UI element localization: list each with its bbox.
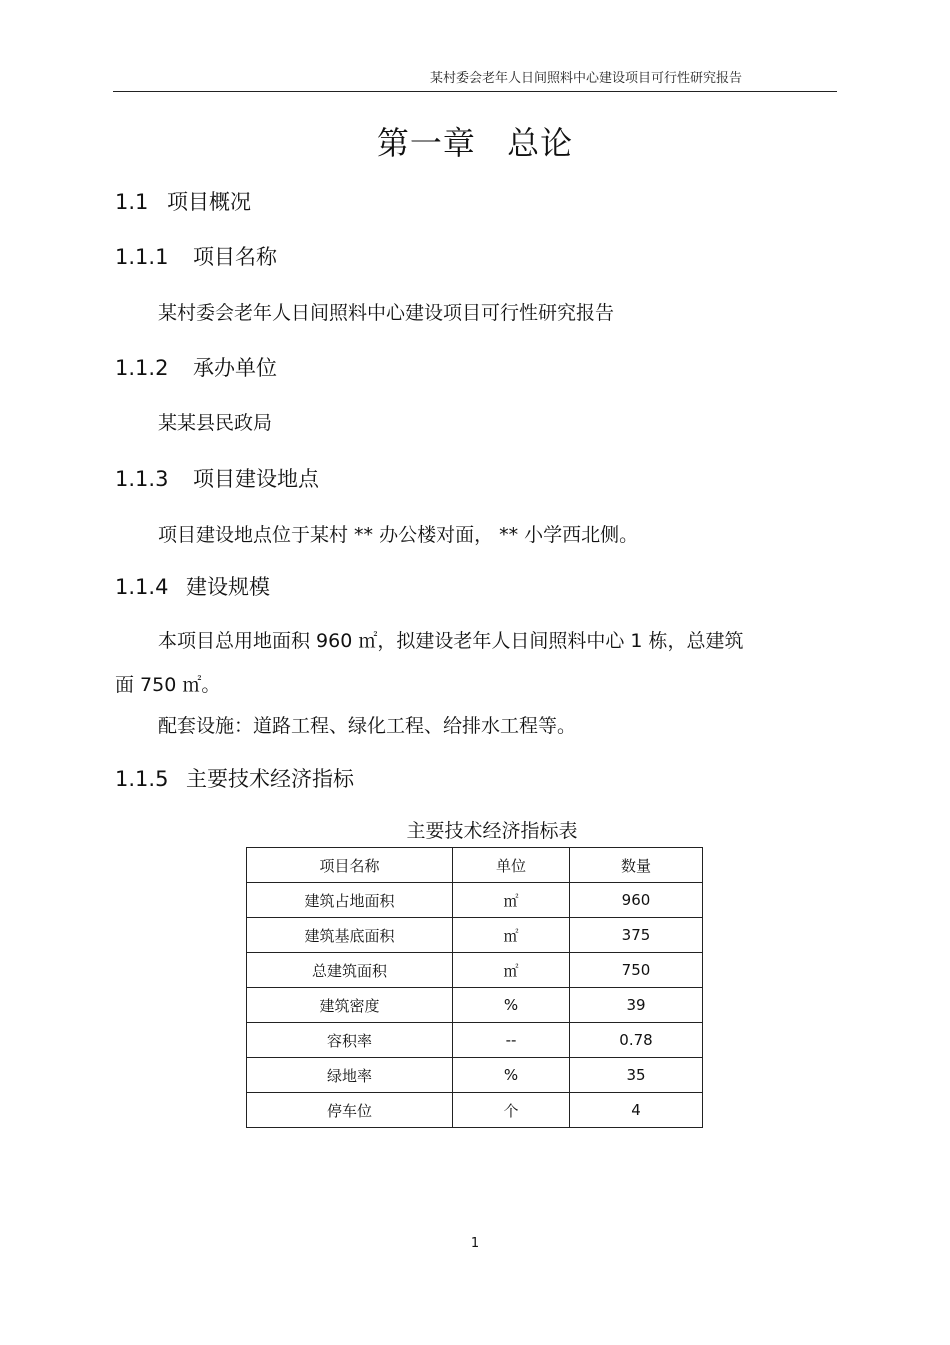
cell-quantity: 35 <box>570 1058 703 1093</box>
section-heading-1-1-4 <box>115 571 270 601</box>
scale-text-line-1: 本项目总用地面积 960 ㎡，拟建设老年人日间照料中心 1 栋，总建筑 <box>158 630 744 652</box>
scale-text-line-2: 面 750 ㎡。 <box>115 674 221 696</box>
table-row <box>247 1023 703 1058</box>
page-number: 1 <box>470 1236 480 1251</box>
section-number: 1.1 <box>115 190 149 214</box>
chapter-title: 第一章 总论 <box>376 124 574 162</box>
cell-quantity: 39 <box>570 988 703 1023</box>
table-caption: 主要技术经济指标表 <box>406 820 578 842</box>
table-header-row <box>247 848 703 883</box>
section-heading-1-1-3 <box>115 463 319 493</box>
cell-quantity: 960 <box>570 883 703 918</box>
section-title: 项目概况 <box>167 190 251 214</box>
cell-item: 建筑密度 <box>247 988 453 1023</box>
cell-unit: 个 <box>453 1093 570 1128</box>
cell-quantity: 4 <box>570 1093 703 1128</box>
running-header: 某村委会老年人日间照料中心建设项目可行性研究报告 <box>430 71 743 86</box>
section-number: 1.1.4 <box>115 575 169 599</box>
table-row <box>247 918 703 953</box>
cell-unit: % <box>453 988 570 1023</box>
header-divider <box>113 91 837 92</box>
cell-unit: ㎡ <box>453 918 570 953</box>
cell-unit: ㎡ <box>453 953 570 988</box>
table-row <box>247 953 703 988</box>
cell-item: 建筑基底面积 <box>247 918 453 953</box>
organizer-text: 某某县民政局 <box>158 412 273 434</box>
table-row <box>247 1058 703 1093</box>
cell-item: 绿地率 <box>247 1058 453 1093</box>
cell-unit: ㎡ <box>453 883 570 918</box>
section-number: 1.1.2 <box>115 356 169 380</box>
cell-unit: -- <box>453 1023 570 1058</box>
section-title: 主要技术经济指标 <box>186 767 354 791</box>
cell-quantity: 0.78 <box>570 1023 703 1058</box>
cell-quantity: 750 <box>570 953 703 988</box>
section-title: 项目名称 <box>193 245 277 269</box>
section-heading-1-1-5 <box>115 763 354 793</box>
column-header-unit: 单位 <box>453 848 570 883</box>
section-heading-1-1-2 <box>115 352 277 382</box>
section-heading-1-1 <box>115 186 251 216</box>
section-number: 1.1.1 <box>115 245 169 269</box>
cell-item: 停车位 <box>247 1093 453 1128</box>
section-title: 承办单位 <box>193 356 277 380</box>
project-name-text: 某村委会老年人日间照料中心建设项目可行性研究报告 <box>158 302 615 324</box>
section-title: 项目建设地点 <box>193 467 319 491</box>
section-title: 建设规模 <box>186 575 270 599</box>
table-row <box>247 1093 703 1128</box>
table-row <box>247 883 703 918</box>
column-header-quantity: 数量 <box>570 848 703 883</box>
cell-item: 总建筑面积 <box>247 953 453 988</box>
section-number: 1.1.3 <box>115 467 169 491</box>
table-row <box>247 988 703 1023</box>
indicators-table <box>246 847 703 1128</box>
cell-unit: % <box>453 1058 570 1093</box>
cell-item: 容积率 <box>247 1023 453 1058</box>
location-text: 项目建设地点位于某村 ** 办公楼对面， ** 小学西北侧。 <box>158 524 639 546</box>
section-number: 1.1.5 <box>115 767 169 791</box>
cell-quantity: 375 <box>570 918 703 953</box>
section-heading-1-1-1 <box>115 241 277 271</box>
cell-item: 建筑占地面积 <box>247 883 453 918</box>
supporting-facilities-text: 配套设施：道路工程、绿化工程、给排水工程等。 <box>158 715 577 737</box>
column-header-item: 项目名称 <box>247 848 453 883</box>
